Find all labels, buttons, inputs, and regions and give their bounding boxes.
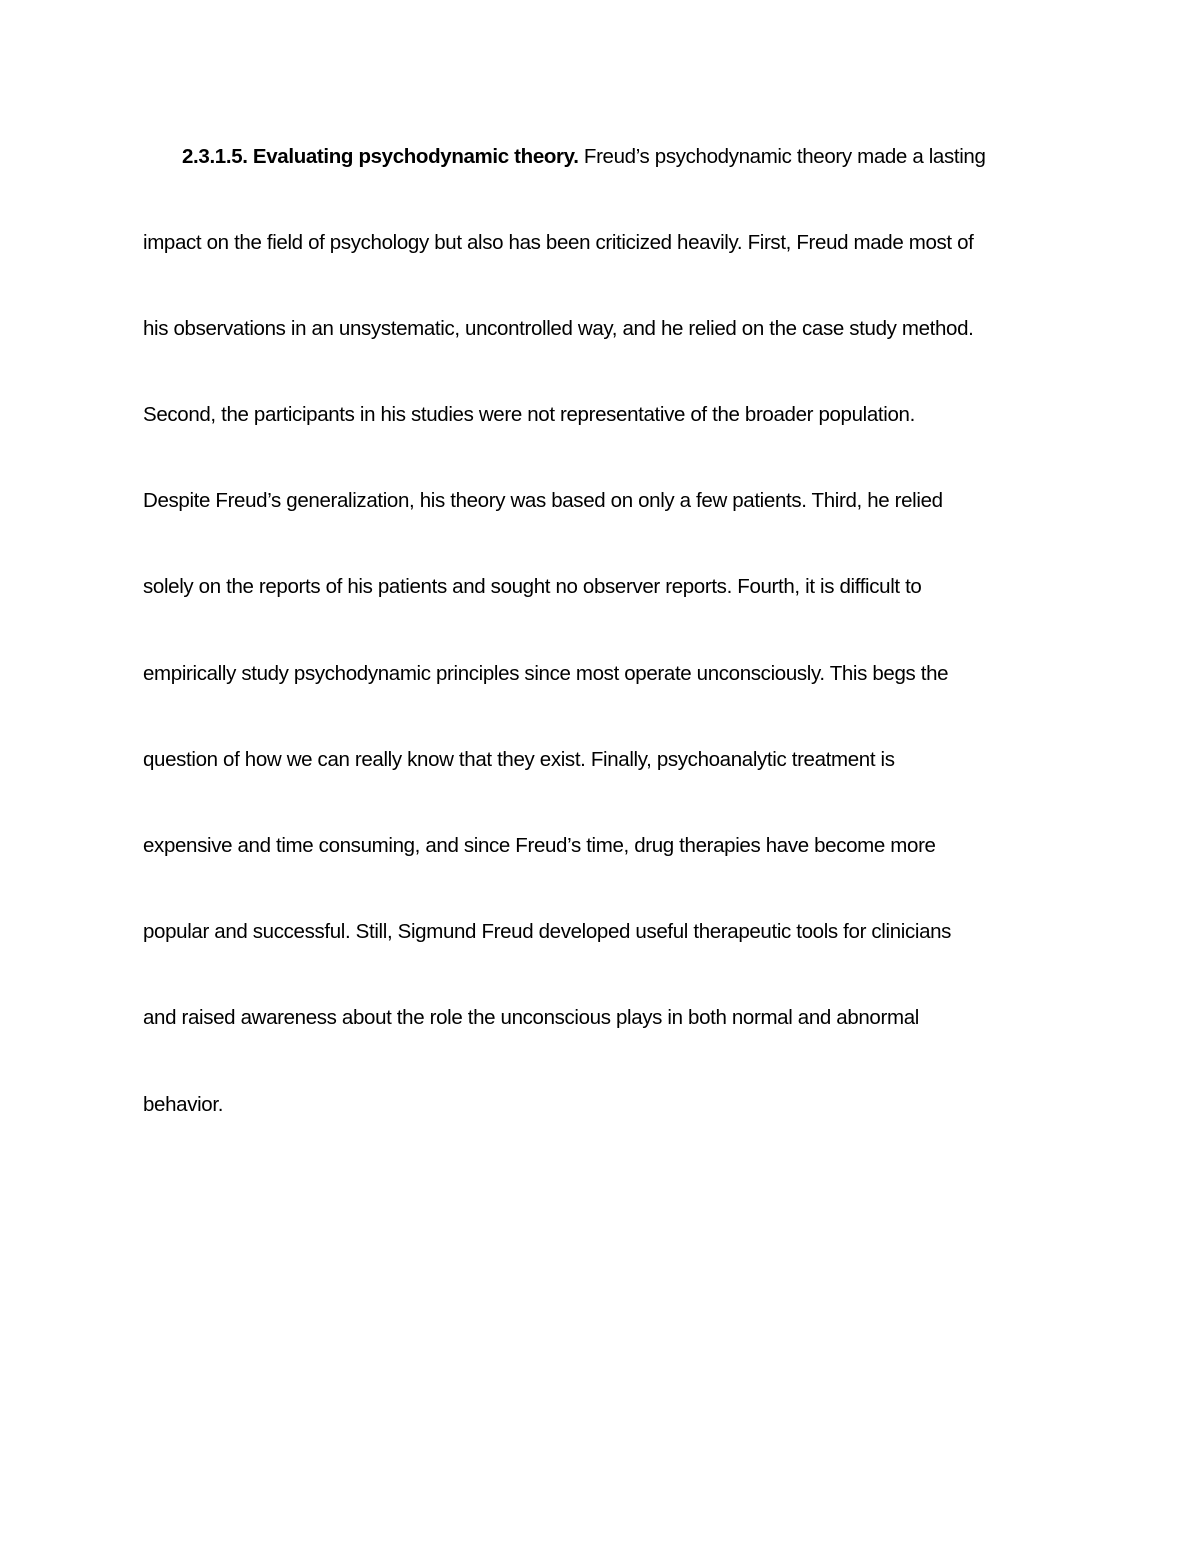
paragraph-line-10: popular and successful. Still, Sigmund Freud developed useful therapeutic tools for clinicians [143, 920, 952, 943]
paragraph-line-4: Second, the participants in his studies were not representative of the broader population. [143, 403, 915, 426]
paragraph-line-2: impact on the field of psychology but also has been criticized heavily. First, Freud made most of [143, 231, 974, 254]
paragraph-line-9: expensive and time consuming, and since Freud’s time, drug therapies have become more [143, 834, 936, 857]
paragraph-line-6: solely on the reports of his patients and sought no observer reports. Fourth, it is difficult to [143, 575, 922, 598]
paragraph-line-11: and raised awareness about the role the unconscious plays in both normal and abnormal [143, 1006, 919, 1029]
paragraph-line-12: behavior. [143, 1093, 224, 1116]
section-heading: 2.3.1.5. Evaluating psychodynamic theory. [182, 145, 579, 168]
paragraph-line-5: Despite Freud’s generalization, his theory was based on only a few patients. Third, he relied [143, 489, 943, 512]
paragraph-line-7: empirically study psychodynamic principles since most operate unconsciously. This begs the [143, 662, 949, 685]
paragraph-line-8: question of how we can really know that they exist. Finally, psychoanalytic treatment is [143, 748, 895, 771]
line-text-1: Freud’s psychodynamic theory made a lasting [578, 145, 986, 168]
paragraph-line-3: his observations in an unsystematic, uncontrolled way, and he relied on the case study method. [143, 317, 974, 340]
paragraph-line-1 [182, 143, 1102, 171]
